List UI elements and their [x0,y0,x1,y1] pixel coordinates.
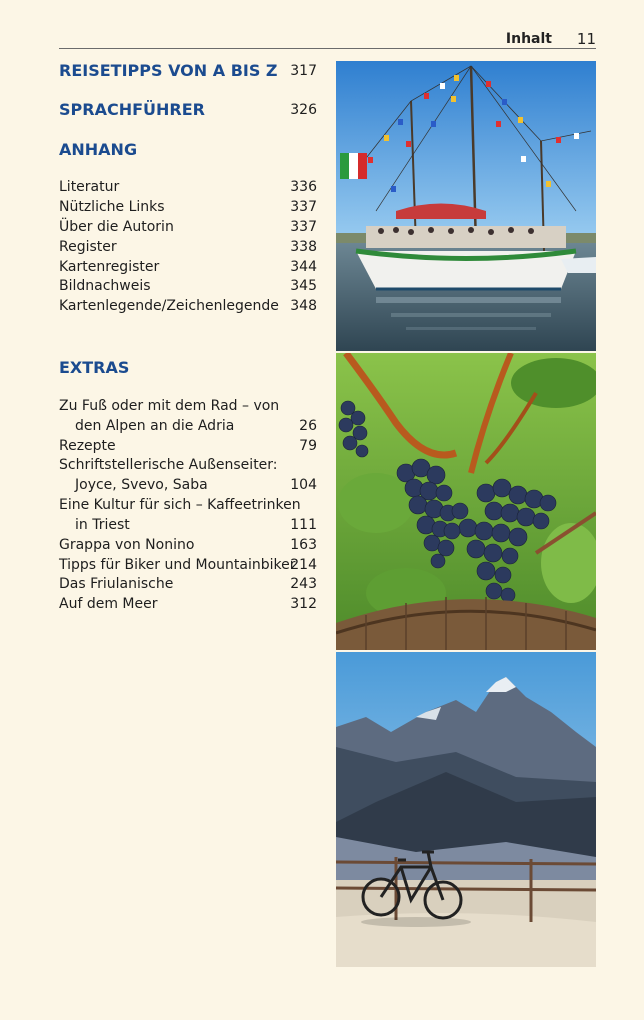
toc-entry[interactable] [59,257,317,277]
toc-entry[interactable] [59,574,317,594]
toc-page-number: 317 [290,63,317,79]
toc-entry[interactable] [59,455,317,475]
toc-heading-title: SPRACHFÜHRER [59,100,205,119]
toc-entry-title: Kartenregister [59,259,160,275]
toc-page-number: 26 [299,418,317,434]
festival-boat-icon [336,61,596,351]
toc-entry-title: Über die Autorin [59,219,174,235]
toc-entry[interactable] [59,217,317,237]
toc-page-number: 214 [290,557,317,573]
toc-entry-continued[interactable] [59,515,317,535]
toc-entry-title: Zu Fuß oder mit dem Rad – von [59,398,280,414]
toc-heading-title: EXTRAS [59,358,130,377]
header-page-number: 11 [576,30,596,48]
toc-page-number: 111 [290,517,317,533]
toc-page-number: 336 [290,179,317,195]
toc-entry-continued[interactable] [59,416,317,436]
toc-page-number: 163 [290,537,317,553]
toc-entry-title: Literatur [59,179,120,195]
toc-heading-sprachfuehrer[interactable] [59,100,317,120]
toc-heading-title: ANHANG [59,140,138,159]
toc-entry-title: Joyce, Svevo, Saba [75,477,208,493]
toc-heading-title: REISETIPPS VON A BIS Z [59,61,278,80]
toc-entry-continued[interactable] [59,475,317,495]
page-header [59,30,596,49]
toc-entry-title: Auf dem Meer [59,596,158,612]
toc-heading-extras [59,358,317,378]
toc-entry-title: Eine Kultur für sich – Kaffeetrinken [59,497,301,513]
toc-entry-title: in Triest [75,517,130,533]
toc-entry-title: Rezepte [59,438,116,454]
toc-page-number: 344 [290,259,317,275]
toc-heading-reisetipps[interactable] [59,61,317,81]
festival-boat-photo [336,61,596,351]
toc-entry[interactable] [59,535,317,555]
toc-entry-title: Tipps für Biker und Mountainbiker [59,557,296,573]
toc-page-number: 337 [290,219,317,235]
toc-entry[interactable] [59,296,317,316]
mountain-bike-icon [336,652,596,967]
toc-page-number: 345 [290,278,317,294]
toc-entry-title: Kartenlegende/Zeichenlegende [59,298,279,314]
toc-entry[interactable] [59,495,317,515]
toc-heading-anhang [59,140,317,160]
mountain-bike-photo [336,652,596,967]
toc-entry[interactable] [59,436,317,456]
toc-page-number: 338 [290,239,317,255]
toc-page-number: 104 [290,477,317,493]
toc-entry[interactable] [59,197,317,217]
toc-page-number: 337 [290,199,317,215]
toc-entry-title: Das Friulanische [59,576,174,592]
toc-entry[interactable] [59,594,317,614]
toc-page-number: 348 [290,298,317,314]
grapes-photo [336,353,596,650]
toc-entry-title: Bildnachweis [59,278,151,294]
toc-entry[interactable] [59,237,317,257]
grapes-icon [336,353,596,650]
toc-entry[interactable] [59,396,317,416]
toc-entry-title: Grappa von Nonino [59,537,195,553]
toc-entry-title: Nützliche Links [59,199,165,215]
toc-entry[interactable] [59,276,317,296]
toc-entry[interactable] [59,177,317,197]
toc-entry-title: Schriftstellerische Außenseiter: [59,457,278,473]
toc-page-number: 326 [290,102,317,118]
toc-page-number: 312 [290,596,317,612]
header-section-title: Inhalt [505,31,552,47]
toc-entry-title: Register [59,239,117,255]
toc-entry[interactable] [59,555,317,575]
toc-page-number: 243 [290,576,317,592]
toc-page-number: 79 [299,438,317,454]
toc-entry-title: den Alpen an die Adria [75,418,235,434]
